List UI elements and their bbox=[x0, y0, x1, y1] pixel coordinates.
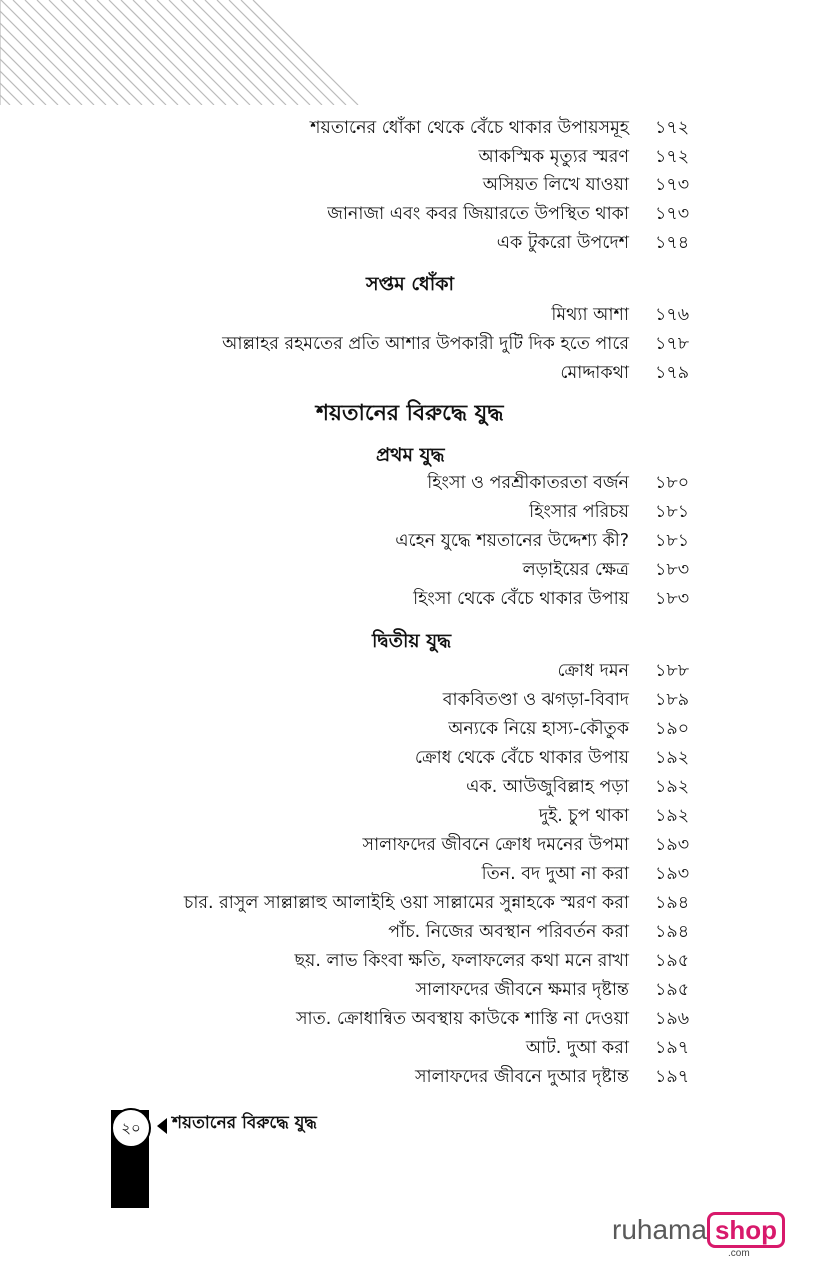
toc-entry bbox=[0, 918, 825, 946]
toc-entry-title: তিন. বদ দুআ না করা bbox=[481, 864, 629, 884]
toc-entry-page: ১৮৩ bbox=[655, 560, 690, 580]
toc-entry-title: জানাজা এবং কবর জিয়ারতে উপস্থিত থাকা bbox=[327, 204, 629, 224]
toc-entry-page: ১৯৪ bbox=[655, 922, 690, 942]
toc-entry-title: এক টুকরো উপদেশ bbox=[496, 233, 629, 253]
toc-entry-page: ১৯২ bbox=[655, 777, 690, 797]
toc-entry bbox=[0, 143, 825, 171]
toc-entry-title: হিংসা থেকে বেঁচে থাকার উপায় bbox=[413, 589, 629, 609]
toc-entry-title: দুই. চুপ থাকা bbox=[538, 806, 629, 826]
main-heading: শয়তানের বিরুদ্ধে যুদ্ধ bbox=[316, 401, 504, 426]
toc-entry bbox=[0, 744, 825, 772]
toc-entry-page: ১৯২ bbox=[655, 806, 690, 826]
section-heading-first-war: প্রথম যুদ্ধ bbox=[376, 444, 445, 466]
toc-entry-title: আট. দুআ করা bbox=[525, 1038, 629, 1058]
toc-entry-page: ১৭৩ bbox=[655, 175, 690, 195]
toc-entry-title: ক্রোধ দমন bbox=[557, 661, 629, 681]
logo-ruhama-text: ruhama bbox=[612, 1214, 707, 1245]
toc-entry-page: ১৯৫ bbox=[655, 980, 690, 1000]
toc-entry-page: ১৯৬ bbox=[655, 1009, 690, 1029]
toc-entry bbox=[0, 860, 825, 888]
toc-entry-page: ১৯৭ bbox=[655, 1038, 690, 1058]
toc-entry-page: ১৭৯ bbox=[655, 363, 690, 383]
toc-entry-page: ১৮৮ bbox=[655, 661, 690, 681]
toc-entry-title: সালাফদের জীবনে ক্রোধ দমনের উপমা bbox=[362, 835, 629, 855]
section-heading-seventh: সপ্তম ধোঁকা bbox=[366, 273, 455, 295]
toc-entry-title: মোদ্দাকথা bbox=[560, 363, 629, 383]
toc-entry-title: অন্যকে নিয়ে হাস্য-কৌতুক bbox=[448, 719, 629, 739]
toc-entry-title: সালাফদের জীবনে ক্ষমার দৃষ্টান্ত bbox=[415, 980, 629, 1000]
toc-entry-page: ১৮১ bbox=[655, 531, 690, 551]
toc-entry bbox=[0, 889, 825, 917]
toc-entry bbox=[0, 229, 825, 257]
toc-entry bbox=[0, 976, 825, 1004]
toc-entry bbox=[0, 831, 825, 859]
toc-entry bbox=[0, 330, 825, 358]
toc-entry-page: ১৭২ bbox=[655, 147, 690, 167]
toc-entry-title: সালাফদের জীবনে দুআর দৃষ্টান্ত bbox=[414, 1067, 629, 1087]
toc-entry bbox=[0, 1034, 825, 1062]
toc-entry bbox=[0, 200, 825, 228]
toc-entry-page: ১৯৩ bbox=[655, 864, 690, 884]
toc-entry-page: ১৯৫ bbox=[655, 951, 690, 971]
toc-entry-page: ১৭২ bbox=[655, 118, 690, 138]
toc-entry bbox=[0, 359, 825, 387]
toc-entry-page: ১৮৯ bbox=[655, 690, 690, 710]
toc-entry-title: মিথ্যা আশা bbox=[551, 305, 629, 325]
logo-com-text: .com bbox=[728, 1248, 750, 1259]
toc-entry-title: পাঁচ. নিজের অবস্থান পরিবর্তন করা bbox=[388, 922, 629, 942]
toc-entry bbox=[0, 527, 825, 555]
toc-entry-title: ক্রোধ থেকে বেঁচে থাকার উপায় bbox=[414, 748, 629, 768]
toc-entry bbox=[0, 947, 825, 975]
toc-entry-page: ১৭৪ bbox=[655, 233, 690, 253]
toc-entry-title: শয়তানের ধোঁকা থেকে বেঁচে থাকার উপায়সমূহ bbox=[310, 118, 629, 138]
logo-shop-text: shop bbox=[707, 1212, 785, 1248]
toc-entry bbox=[0, 686, 825, 714]
toc-entry-page: ১৮৩ bbox=[655, 589, 690, 609]
toc-entry bbox=[0, 1005, 825, 1033]
toc-entry-title: লড়াইয়ের ক্ষেত্র bbox=[522, 560, 629, 580]
toc-entry-title: এহেন যুদ্ধে শয়তানের উদ্দেশ্য কী? bbox=[395, 531, 629, 551]
toc-entry-page: ১৯৪ bbox=[655, 893, 690, 913]
toc-entry-title: আকস্মিক মৃত্যুর স্মরণ bbox=[478, 147, 629, 167]
toc-entry-title: এক. আউজুবিল্লাহ পড়া bbox=[466, 777, 629, 797]
toc-entry-page: ১৭৩ bbox=[655, 204, 690, 224]
toc-entry-title: সাত. ক্রোধান্বিত অবস্থায় কাউকে শাস্তি না দেওয়া bbox=[295, 1009, 629, 1029]
toc-entry-title: চার. রাসুল সাল্লাল্লাহু আলাইহি ওয়া সাল্লামের সুন্নাহকে স্মরণ করা bbox=[183, 893, 629, 913]
toc-entry-page: ১৭৮ bbox=[655, 334, 690, 354]
decorative-stripes bbox=[0, 0, 360, 105]
toc-entry-title: অসিয়ত লিখে যাওয়া bbox=[482, 175, 629, 195]
toc-entry bbox=[0, 773, 825, 801]
toc-entry-title: ছয়. লাভ কিংবা ক্ষতি, ফলাফলের কথা মনে রাখা bbox=[294, 951, 629, 971]
toc-entry bbox=[0, 585, 825, 613]
toc-entry bbox=[0, 556, 825, 584]
ruhamashop-logo bbox=[612, 1212, 785, 1259]
toc-entry bbox=[0, 657, 825, 685]
toc-entry-title: হিংসা ও পরশ্রীকাতরতা বর্জন bbox=[427, 473, 629, 493]
toc-entry-page: ১৯২ bbox=[655, 748, 690, 768]
toc-entry-title: আল্লাহর রহমতের প্রতি আশার উপকারী দুটি দিক হতে পারে bbox=[222, 334, 629, 354]
toc-entry bbox=[0, 1063, 825, 1091]
toc-entry-title: বাকবিতণ্ডা ও ঝগড়া-বিবাদ bbox=[442, 690, 629, 710]
page-number: ২০ bbox=[111, 1108, 151, 1148]
toc-entry bbox=[0, 301, 825, 329]
toc-entry-page: ১৭৬ bbox=[655, 305, 690, 325]
footer-book-title: শয়তানের বিরুদ্ধে যুদ্ধ bbox=[172, 1113, 317, 1133]
toc-entry-page: ১৯৭ bbox=[655, 1067, 690, 1087]
triangle-left-icon bbox=[157, 1118, 167, 1134]
toc-entry-page: ১৯৩ bbox=[655, 835, 690, 855]
toc-entry bbox=[0, 802, 825, 830]
toc-entry bbox=[0, 171, 825, 199]
toc-entry-page: ১৮১ bbox=[655, 502, 690, 522]
toc-entry bbox=[0, 498, 825, 526]
toc-entry-page: ১৯০ bbox=[655, 719, 690, 739]
section-heading-second-war: দ্বিতীয় যুদ্ধ bbox=[372, 630, 452, 652]
toc-entry bbox=[0, 469, 825, 497]
toc-entry bbox=[0, 715, 825, 743]
toc-entry-title: হিংসার পরিচয় bbox=[529, 502, 629, 522]
toc-entry-page: ১৮০ bbox=[655, 473, 690, 493]
toc-entry bbox=[0, 114, 825, 142]
